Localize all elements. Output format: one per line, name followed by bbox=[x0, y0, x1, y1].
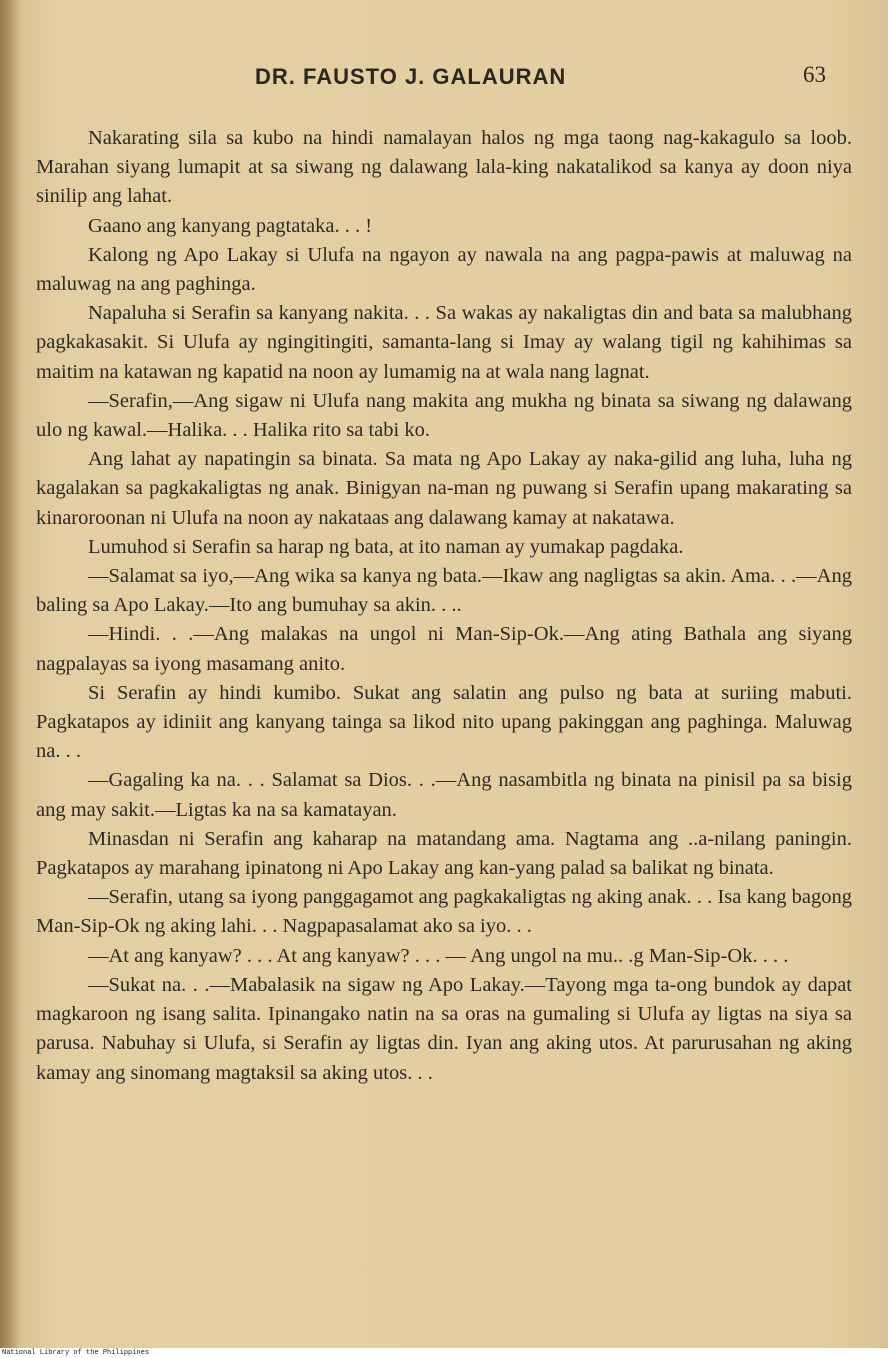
paragraph: Nakarating sila sa kubo na hindi namalayan halos ng mga taong nag-kakagulo sa loob. Marahan siyang lumapit at sa siwang ng dalawang lala-king nakatalikod sa kanya ay doon niya sinilip ang lahat. bbox=[36, 127, 852, 208]
body-text bbox=[36, 124, 852, 1088]
paragraph: Ang lahat ay napatingin sa binata. Sa mata ng Apo Lakay ay naka-gilid ang luha, luha ng kagalakan sa pagkakaligtas ng anak. Binigyan na-man ng puwang si Serafin upang makarating sa kinaroroonan ni Ulufa na noon ay nakataas ang dalawang kamay at nakatawa. bbox=[36, 448, 852, 529]
paragraph: Si Serafin ay hindi kumibo. Sukat ang salatin ang pulso ng bata at suriing mabuti. Pagkatapos ay idiniit ang kanyang tainga sa likod nito upang pakinggan ang paghinga. Maluwag na. . . bbox=[36, 681, 852, 763]
library-watermark: National Library of the Philippines bbox=[2, 1349, 150, 1357]
paragraph: —Serafin,—Ang sigaw ni Ulufa nang makita ang mukha ng binata sa siwang ng dalawang ulo ng kawal.—Halika. . . Halika rito sa tabi ko. bbox=[36, 389, 852, 442]
page-header bbox=[0, 62, 888, 96]
paragraph: —Hindi. . .—Ang malakas na ungol ni Man-Sip-Ok.—Ang ating Bathala ang siyang nagpalayas sa iyong masamang anito. bbox=[36, 623, 852, 675]
paragraph: —Sukat na. . .—Mabalasik na sigaw ng Apo Lakay.—Tayong mga ta-ong bundok ay dapat magkaroon ng isang salita. Ipinangako natin na sa oras na gumaling si Ulufa ay ligtas na siya sa parusa. Nabuhay si Ulufa, si Serafin ay ligtas din. Iyan ang aking utos. At parurusahan ng aking kamay ang sinomang magtaksil sa aking utos. . . bbox=[36, 973, 852, 1084]
paragraph: Minasdan ni Serafin ang kaharap na matandang ama. Nagtama ang ..a-nilang paningin. Pagkatapos ay marahang ipinatong ni Apo Lakay ang kan-yang palad sa balikat ng binata. bbox=[36, 827, 852, 880]
paragraph: Napaluha si Serafin sa kanyang nakita. . . Sa wakas ay nakaligtas din and bata sa malubhang pagkakasakit. Si Ulufa ay ngingitingiti, samanta-lang si Imay ay walang tigil ng kahihimas sa maitim na katawan ng kapatid na noon ay lumamig na at wala nang lagnat. bbox=[36, 302, 852, 383]
paragraph: Lumuhod si Serafin sa harap ng bata, at ito naman ay yumakap pagdaka. bbox=[88, 535, 684, 558]
running-head: DR. FAUSTO J. GALAURAN bbox=[255, 64, 567, 89]
paragraph: —At ang kanyaw? . . . At ang kanyaw? . . . — Ang ungol na mu.. .g Man-Sip-Ok. . . . bbox=[88, 944, 789, 967]
paragraph: —Salamat sa iyo,—Ang wika sa kanya ng bata.—Ikaw ang nagligtas sa akin. Ama. . .—Ang baling sa Apo Lakay.—Ito ang bumuhay sa akin. . .. bbox=[36, 565, 852, 617]
paragraph: Gaano ang kanyang pagtataka. . . ! bbox=[88, 214, 373, 237]
paragraph: —Gagaling ka na. . . Salamat sa Dios. . .—Ang nasambitla ng binata na pinisil pa sa bisig ang may sakit.—Ligtas ka na sa kamatayan. bbox=[36, 769, 852, 821]
paragraph: Kalong ng Apo Lakay si Ulufa na ngayon ay nawala na ang pagpa-pawis at maluwag na maluwag na ang paghinga. bbox=[36, 243, 852, 296]
page-number: 63 bbox=[803, 62, 826, 87]
paragraph: —Serafin, utang sa iyong panggagamot ang pagkakaligtas ng aking anak. . . Isa kang bagong Man-Sip-Ok ng aking lahi. . . Nagpapasalamat ako sa iyo. . . bbox=[36, 886, 852, 938]
